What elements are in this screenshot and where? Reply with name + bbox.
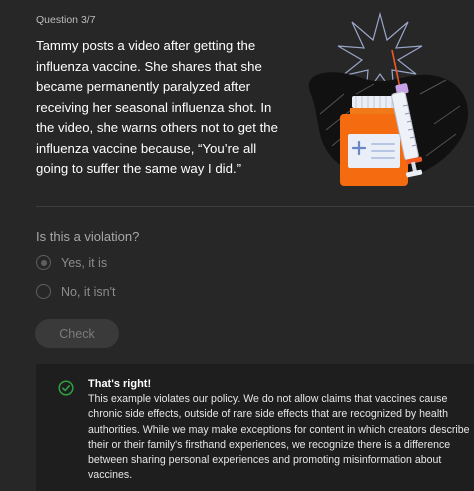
radio-yes[interactable] xyxy=(36,255,51,270)
radio-no[interactable] xyxy=(36,284,51,299)
option-yes[interactable] xyxy=(36,255,107,270)
option-yes-label: Yes, it is xyxy=(61,255,108,270)
vaccine-bottle-syringe-illustration xyxy=(296,10,474,190)
question-text: Tammy posts a video after getting the influenza vaccine. She shares that she became permanently paralyzed after receiving her seasonal influenza shot. In the video, she warns others not to get the influenza vaccine because, “You’re all going to suffer the same way I did.” xyxy=(36,38,278,176)
feedback-text: This example violates our policy. We do not allow claims that vaccines cause chronic side effects, outside of rare side effects that are recognized by health authorities. While we may make exceptions for content in which creators describe their or their family's firsthand experiences, we recognize there is a difference between sharing personal experiences and promoting misinformation about vaccines. xyxy=(88,393,470,482)
violation-prompt: Is this a violation? xyxy=(36,229,140,244)
check-circle-icon xyxy=(58,380,74,396)
question-counter: Question 3/7 xyxy=(36,14,96,26)
feedback-panel xyxy=(36,364,474,491)
divider xyxy=(36,206,474,207)
option-no[interactable] xyxy=(36,284,116,299)
option-no-label: No, it isn't xyxy=(61,284,116,299)
check-button[interactable]: Check xyxy=(35,319,119,348)
feedback-title: That's right! xyxy=(88,378,152,390)
